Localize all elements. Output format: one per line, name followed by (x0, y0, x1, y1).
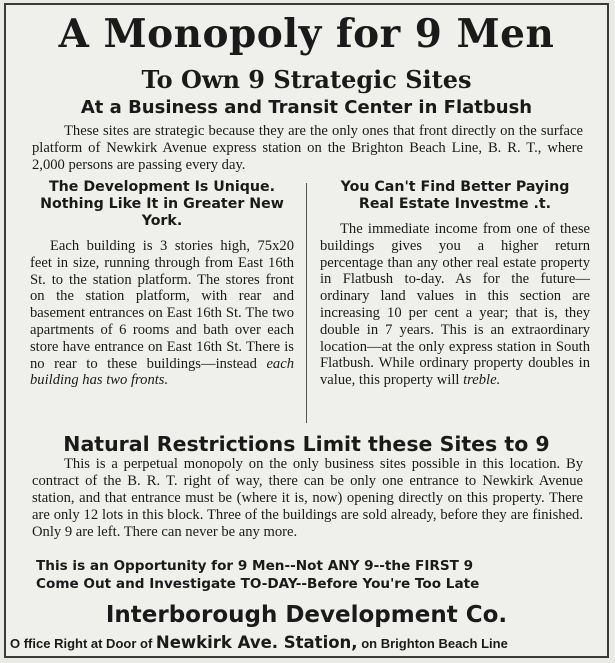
left-column (30, 179, 294, 425)
office-suffix: on Brighton Beach Line (361, 636, 508, 651)
cta-line-2: Come Out and Investigate TO-DAY--Before You're Too Late (36, 576, 480, 592)
left-column-body (30, 238, 294, 389)
right-heading-line2: Real Estate Investme .t. (358, 196, 552, 212)
right-heading-line1: You Can't Find Better Paying (340, 179, 570, 195)
office-prefix: O ffice Right at Door of (10, 636, 153, 651)
left-column-heading (30, 179, 294, 230)
headline: A Monopoly for 9 Men (58, 11, 555, 57)
office-location (10, 633, 603, 654)
cta-line-1: This is an Opportunity for 9 Men--Not ANY 9--the FIRST 9 (36, 558, 474, 574)
right-body-italic: treble. (463, 372, 501, 389)
subheadline: To Own 9 Strategic Sites (141, 65, 472, 94)
right-column-heading (320, 179, 590, 213)
right-column (320, 179, 590, 425)
section-body: This is a perpetual monopoly on the only business sites possible in this location. By contract of the B. R. T. right of way, there can be only one entrance to Newkirk Avenue station, and that entrance must be (where it is, now) opening directly on this property. There are only 12 lots in this block. Three of the buildings are sold already, before they are finished. Only 9 are left. There can never be any more. (32, 456, 583, 540)
advertisement (4, 3, 609, 658)
right-body-text: The immediate income from one of these buildings gives you a higher return percentage than any other real estate property in Flatbush to-day. As for the future—ordinary land values in this section are increasing 10 per cent a year; that is, they double in 7 years. This is an extraordinary location—at the only express station in South Flatbush. While ordinary property doubles in value, this property will (320, 221, 590, 389)
office-station: Newkirk Ave. Station, (155, 633, 358, 652)
call-to-action (36, 557, 583, 593)
section-heading: Natural Restrictions Limit these Sites to 9 (63, 432, 550, 456)
left-heading-line2: Nothing Like It in Greater New York. (40, 196, 284, 229)
left-body-italic: each building has two fronts. (30, 355, 294, 389)
right-column-body (320, 221, 590, 389)
company-name: Interborough Development Co. (105, 602, 508, 628)
left-body-text: Each building is 3 stories high, 75x20 feet in size, running through from East 16th St. to the station platform. The stores front on the station platform, with rear and basement entrances on East 16th St. The two apartments of 6 rooms and bath over each store have entrance on East 16th St. There is no rear to these buildings—instead (30, 238, 294, 372)
column-divider (306, 183, 307, 423)
intro-paragraph: These sites are strategic because they are the only ones that front directly on the surface platform of Newkirk Avenue express station on the Brighton Beach Line, B. R. T., where 2,000 persons are passing every day. (32, 123, 583, 173)
left-heading-line1: The Development Is Unique. (48, 179, 276, 195)
subheadline-secondary: At a Business and Transit Center in Flatbush (80, 97, 533, 118)
